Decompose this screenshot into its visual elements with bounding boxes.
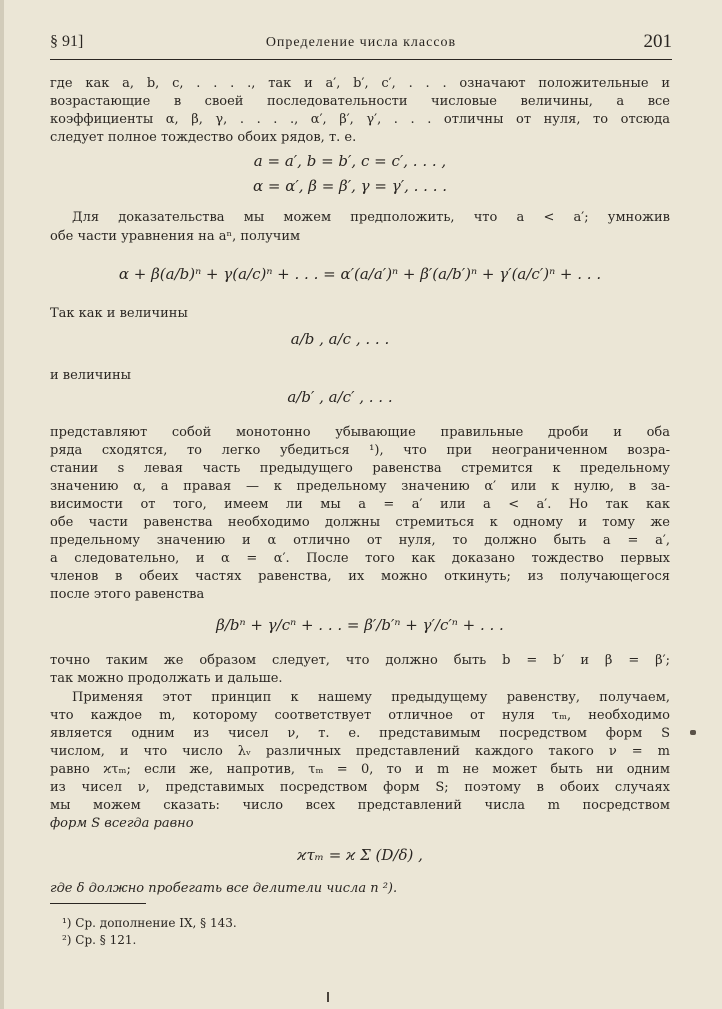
page-number: 201: [643, 31, 672, 52]
text-line: что каждое m, которому соответствует отличное от нуля τₘ, необходимо: [50, 708, 670, 723]
ink-mark: [327, 992, 329, 1002]
text-line: членов в обеих частях равенства, их можно откинуть; из получающегося: [50, 569, 670, 584]
text-line: следует полное тождество обоих рядов, т. е.: [50, 130, 357, 145]
text-line: Так как и величины: [50, 306, 188, 321]
text-line: значению α, а правая — к предельному значению α′ или к нулю, в за-: [50, 479, 670, 494]
equation: β/bⁿ + γ/cⁿ + . . . = β′/b′ⁿ + γ′/c′ⁿ + . . .: [216, 616, 504, 634]
text-line: числом, и что число λᵥ различных представлений каждого такого ν = m: [50, 744, 670, 759]
equation: a/b , a/c , . . .: [290, 330, 390, 348]
text-line: ряда сходятся, то легко убедиться ¹), что при неограниченном возра-: [50, 443, 670, 458]
text-line: из чисел ν, представимых посредством форм S; поэтому в обоих случаях: [50, 780, 670, 795]
equation: α + β(a/b)ⁿ + γ(a/c)ⁿ + . . . = α′(a/a′)ⁿ + β′(a/b′)ⁿ + γ′(a/c′)ⁿ + . . .: [118, 265, 602, 283]
equation: a = a′, b = b′, c = c′, . . . ,: [253, 152, 447, 170]
text-line: равно ϰτₘ; если же, напротив, τₘ = 0, то и m не может быть ни одним: [50, 762, 670, 777]
text-line: после этого равенства: [50, 587, 205, 602]
text-line: является одним из чисел ν, т. е. представимым посредством форм S: [50, 726, 670, 741]
text-line: стании s левая часть предыдущего равенства стремится к предельному: [50, 461, 670, 476]
footnote: ¹) Ср. дополнение IX, § 143.: [62, 916, 237, 930]
text-line: где δ должно пробегать все делители числа n ²).: [50, 881, 398, 896]
footnote-rule: [50, 903, 146, 904]
equation: ϰτₘ = ϰ Σ (D/δ) ,: [297, 846, 423, 864]
text-line: возрастающие в своей последовательности числовые величины, а все: [50, 94, 670, 109]
text-line: так можно продолжать и дальше.: [50, 671, 283, 686]
text-line: обе части уравнения на aⁿ, получим: [50, 229, 301, 244]
footnote: ²) Ср. § 121.: [62, 933, 137, 947]
text-line: форм S всегда равно: [50, 816, 194, 831]
text-line: мы можем сказать: число всех представлений числа m посредством: [50, 798, 670, 813]
text-line: Для доказательства мы можем предположить, что a < a′; умножив: [72, 210, 670, 225]
text-line: представляют собой монотонно убывающие правильные дроби и оба: [50, 425, 670, 440]
text-line: висимости от того, имеем ли мы a = a′ или a < a′. Но так как: [50, 497, 670, 512]
section-number: § 91]: [50, 33, 84, 50]
text-line: где как a, b, c, . . . ., так и a′, b′, c′, . . . означают положительные и: [50, 76, 670, 91]
ink-spot: [690, 730, 696, 735]
running-title: Определение числа классов: [265, 35, 457, 50]
text-line: точно таким же образом следует, что должно быть b = b′ и β = β′;: [50, 653, 670, 668]
text-line: коэффициенты α, β, γ, . . . ., α′, β′, γ′, . . . отличны от нуля, то отсюда: [50, 112, 670, 127]
running-header: [50, 31, 672, 60]
text-line: и величины: [50, 368, 132, 383]
text-line: обе части равенства необходимо должны стремиться к одному и тому же: [50, 515, 670, 530]
equation: α = α′, β = β′, γ = γ′, . . . .: [252, 177, 448, 195]
equation: a/b′ , a/c′ , . . .: [287, 388, 393, 406]
text-line: а следовательно, и α = α′. После того как доказано тождество первых: [50, 551, 670, 566]
page-edge: [0, 0, 4, 1009]
text-line: Применяя этот принцип к нашему предыдущему равенству, получаем,: [72, 690, 670, 705]
text-line: предельному значению и α отлично от нуля, то должно быть a = a′,: [50, 533, 670, 548]
